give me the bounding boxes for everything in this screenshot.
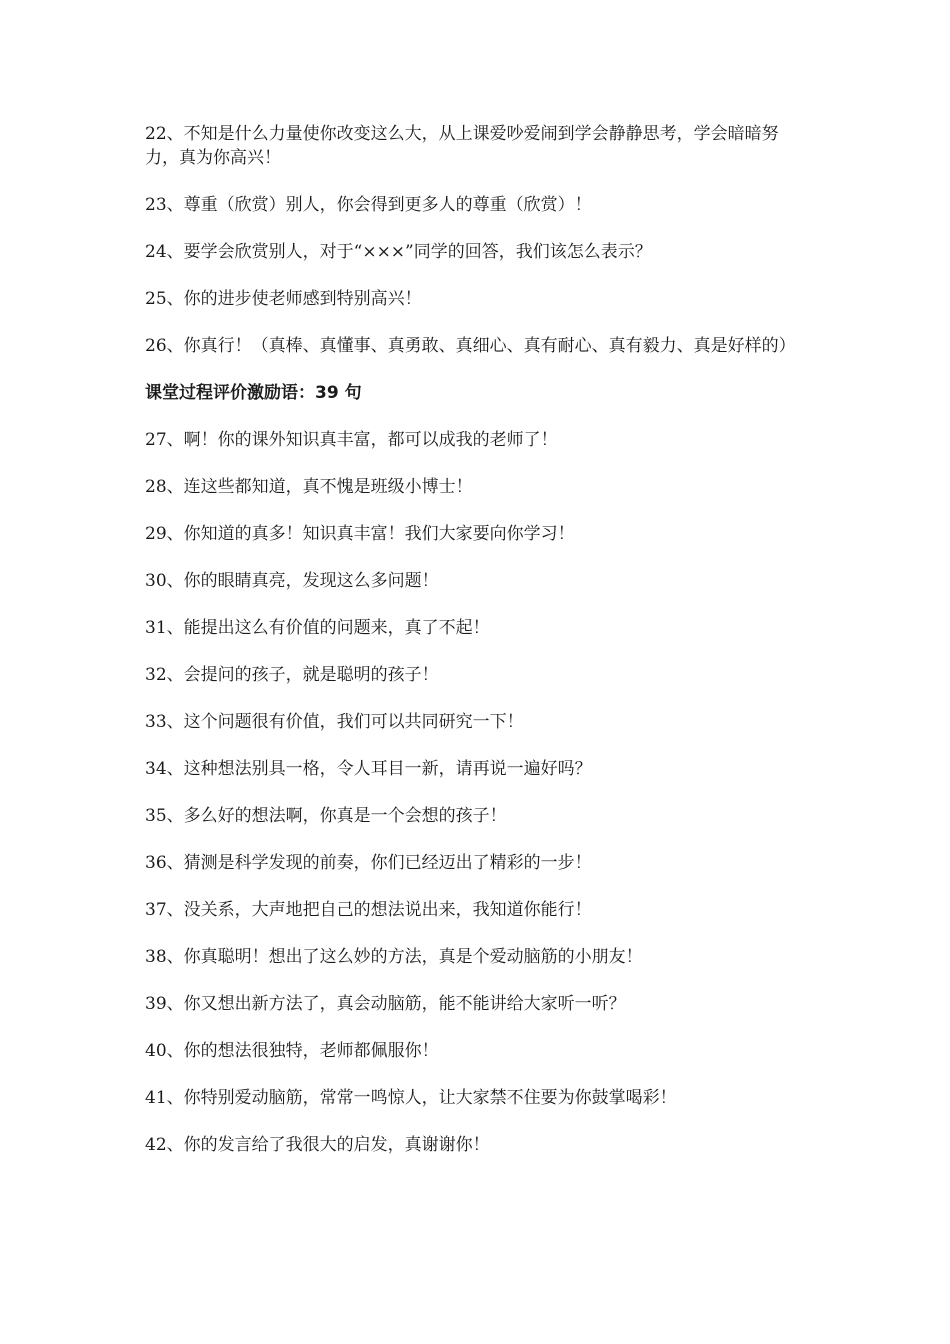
paragraph-28: 28、连这些都知道，真不愧是班级小博士！ — [145, 477, 473, 497]
paragraph-24: 24、要学会欣赏别人，对于“×××”同学的回答，我们该怎么表示？ — [145, 242, 652, 262]
section-heading: 课堂过程评价激励语：39 句 — [145, 383, 362, 403]
paragraph-25: 25、你的进步使老师感到特别高兴！ — [145, 289, 422, 309]
paragraph-34: 34、这种想法别具一格，令人耳目一新，请再说一遍好吗？ — [145, 759, 592, 779]
paragraph-26: 26、你真行！（真棒、真懂事、真勇敢、真细心、真有耐心、真有毅力、真是好样的） — [145, 336, 796, 356]
paragraph-29: 29、你知道的真多！知识真丰富！我们大家要向你学习！ — [145, 524, 575, 544]
paragraph-38: 38、你真聪明！想出了这么妙的方法，真是个爱动脑筋的小朋友！ — [145, 947, 643, 967]
document-page — [145, 122, 805, 1180]
paragraph-41: 41、你特别爱动脑筋，常常一鸣惊人，让大家禁不住要为你鼓掌喝彩！ — [145, 1088, 677, 1108]
paragraph-22: 22、不知是什么力量使你改变这么大，从上课爱吵爱闹到学会静静思考，学会暗暗努力，真为你高兴！ — [145, 124, 779, 168]
paragraph-33: 33、这个问题很有价值，我们可以共同研究一下！ — [145, 712, 524, 732]
paragraph-37: 37、没关系，大声地把自己的想法说出来，我知道你能行！ — [145, 900, 592, 920]
paragraph-31: 31、能提出这么有价值的问题来，真了不起！ — [145, 618, 490, 638]
paragraph-40: 40、你的想法很独特，老师都佩服你！ — [145, 1041, 439, 1061]
paragraph-30: 30、你的眼睛真亮，发现这么多问题！ — [145, 571, 439, 591]
paragraph-27: 27、啊！你的课外知识真丰富，都可以成我的老师了！ — [145, 430, 558, 450]
paragraph-23: 23、尊重（欣赏）别人，你会得到更多人的尊重（欣赏）！ — [145, 195, 592, 215]
paragraph-32: 32、会提问的孩子，就是聪明的孩子！ — [145, 665, 439, 685]
paragraph-36: 36、猜测是科学发现的前奏，你们已经迈出了精彩的一步！ — [145, 853, 592, 873]
paragraph-42: 42、你的发言给了我很大的启发，真谢谢你！ — [145, 1135, 490, 1155]
paragraph-35: 35、多么好的想法啊，你真是一个会想的孩子！ — [145, 806, 507, 826]
paragraph-39: 39、你又想出新方法了，真会动脑筋，能不能讲给大家听一听？ — [145, 994, 626, 1014]
